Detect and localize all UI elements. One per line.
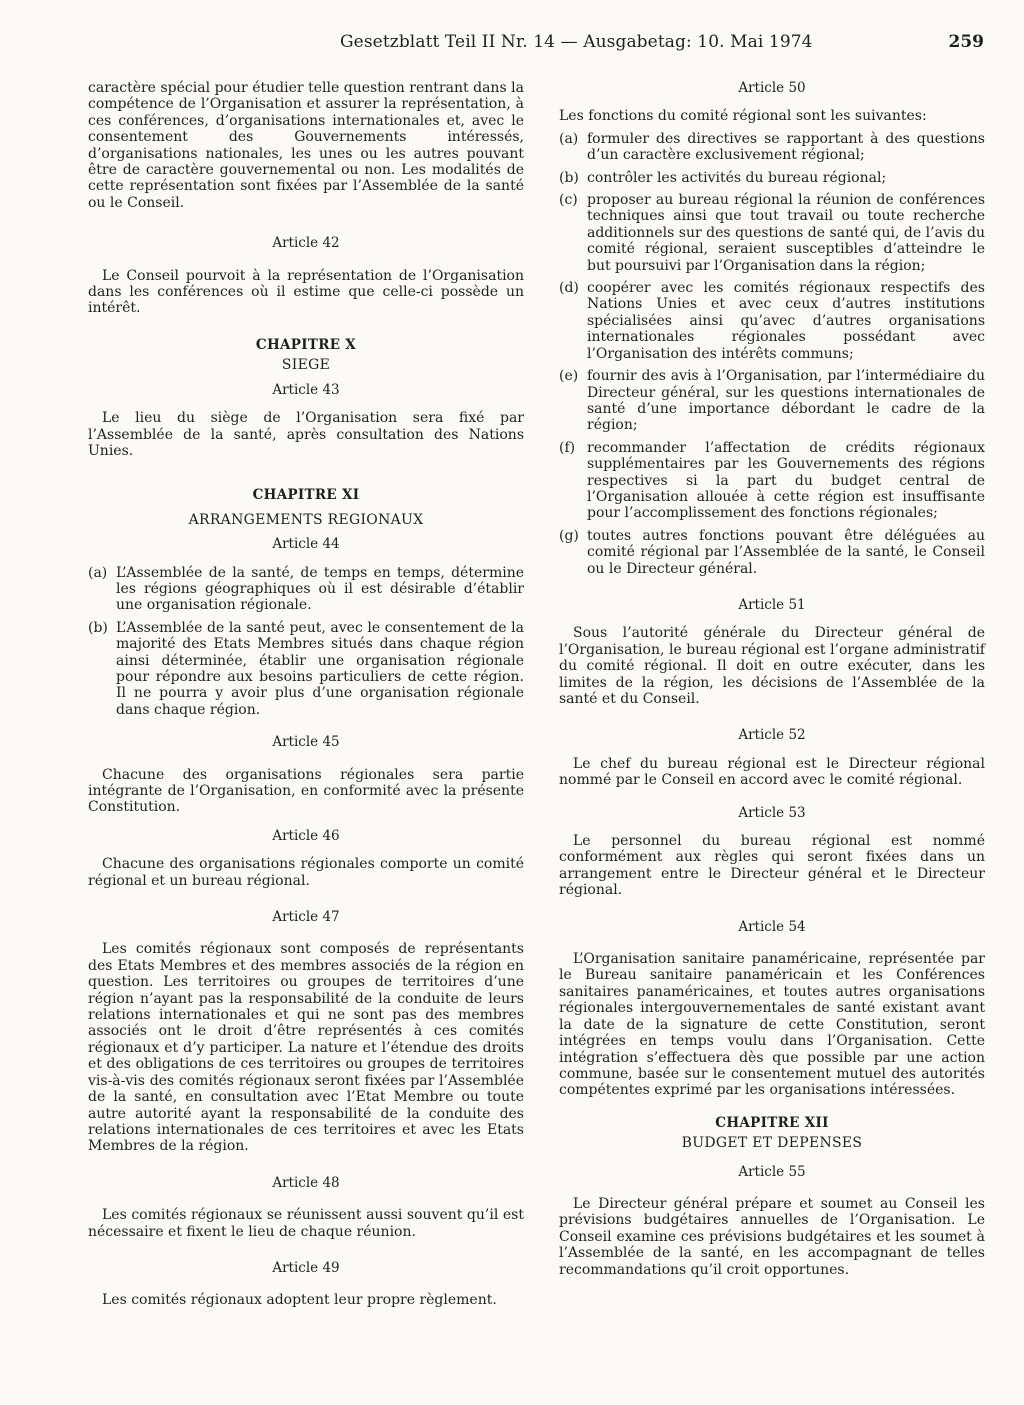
article-45-heading: Article 45 [272, 734, 340, 751]
article-50-heading: Article 50 [738, 80, 806, 96]
item-text: contrôler les activités du bureau régional; [587, 169, 887, 186]
page-number: 259 [948, 32, 984, 52]
article-42-heading: Article 42 [272, 235, 340, 252]
item-label: (b) [559, 169, 579, 186]
article-50-item [559, 368, 985, 434]
article-54-heading: Article 54 [738, 918, 806, 935]
item-text: coopérer avec les comités régionaux respectifs des Nations Unies et avec ceux d’autres institutions spécialisées ainsi qu’avec d’autres organisations internationales régionales possédant avec l’Organisation des intérêts communs; [587, 280, 985, 362]
chapter-12-heading: CHAPITRE XII [715, 1114, 829, 1131]
article-48-heading: Article 48 [272, 1174, 340, 1191]
item-text: L’Assemblée de la santé, de temps en temps, détermine les régions géographiques où il est désirable d’établir une organisation régionale. [116, 564, 524, 614]
item-text: recommander l’affectation de crédits régionaux supplémentaires par les Gouvernements des régions respectives si la part du budget central de l’Organisation allouée à cette région est insuffisante pour l’accomplissement des fonctions régionales; [587, 439, 985, 522]
article-42-text: Le Conseil pourvoit à la représentation de l’Organisation dans les conférences où il estime que celle-ci possède un intérêt. [88, 267, 524, 317]
article-51-heading: Article 51 [738, 596, 806, 613]
article-52-text: Le chef du bureau régional est le Directeur régional nommé par le Conseil en accord avec le comité régional. [559, 755, 985, 789]
article-50-item [559, 440, 985, 522]
article-50-item [559, 131, 985, 164]
chapter-12-title: BUDGET ET DEPENSES [681, 1135, 863, 1152]
chapter-10-title: SIEGE [281, 357, 331, 374]
item-text: proposer au bureau régional la réunion de conférences techniques ainsi que tout travail ou toute recherche additionnels sur des questions de santé qui, de l’avis du comité régional, seraient susceptibles d’atteindre le but poursuivi par l’Organisation dans la région; [587, 192, 985, 274]
article-50-item [559, 528, 985, 577]
article-50-intro: Les fonctions du comité régional sont les suivantes: [559, 108, 927, 125]
item-label: (g) [559, 527, 579, 544]
article-54-text: L’Organisation sanitaire panaméricaine, représentée par le Bureau sanitaire panaméricain et les Conférences sanitaires panaméricaines, et toutes autres organisations régionales intergouvernementales de santé existant avant la date de la signature de cette Constitution, seront intégrées en temps voulu dans l’Organisation. Cette intégration s’effectuera dès que possible par une action commune, basée sur le consentement mutuel des autorités compétentes exprimé par les organisations intéressées. [559, 951, 985, 1099]
item-label: (a) [559, 130, 579, 147]
item-label: (d) [559, 280, 579, 297]
article-50-item [559, 170, 985, 186]
article-48-text: Les comités régionaux se réunissent aussi souvent qu’il est nécessaire et fixent le lieu de chaque réunion. [88, 1207, 524, 1240]
article-46-heading: Article 46 [272, 827, 340, 844]
item-text: toutes autres fonctions pouvant être déléguées au comité régional par l’Assemblée de la santé, le Conseil ou le Directeur général. [587, 527, 985, 577]
item-text: L’Assemblée de la santé peut, avec le consentement de la majorité des Etats Membres situés dans chaque région ainsi déterminée, établir une organisation régionale pour répondre aux besoins particuliers de cette région. Il ne pourra y avoir plus d’une organisation régionale dans chaque région. [116, 619, 524, 718]
intro-paragraph: caractère spécial pour étudier telle question rentrant dans la compétence de l’Organisation et assurer la représentation, à ces conférences, d’organisations internationales et, avec le consentement des Gouvernements intéressés, d’organisations nationales, les unes ou les autres pouvant être de caractère gouvernemental ou non. Les modalités de cette représentation sont fixées par l’Assemblée de la santé ou le Conseil. [88, 80, 524, 211]
header-title: Gesetzblatt Teil II Nr. 14 — Ausgabetag: 10. Mai 1974 [340, 32, 813, 52]
item-label: (e) [559, 368, 579, 385]
article-53-heading: Article 53 [738, 804, 806, 821]
article-49-heading: Article 49 [272, 1259, 340, 1276]
article-44-heading: Article 44 [272, 536, 340, 553]
article-43-heading: Article 43 [272, 381, 340, 398]
article-50-item [559, 192, 985, 274]
article-53-text: Le personnel du bureau régional est nommé conformément aux règles qui seront fixées dans un arrangement entre le Directeur général et le Directeur régional. [559, 833, 985, 899]
item-text: formuler des directives se rapportant à des questions d’un caractère exclusivement régional; [587, 130, 985, 164]
article-44-item [88, 620, 524, 718]
item-label: (f) [559, 439, 576, 456]
article-50-item [559, 280, 985, 362]
article-51-text: Sous l’autorité générale du Directeur général de l’Organisation, le bureau régional est l’organe administratif du comité régional. Il doit en outre exécuter, dans les limites de la région, les décisions de l’Assemblée de la santé et du Conseil. [559, 625, 985, 707]
article-46-text: Chacune des organisations régionales comporte un comité régional et un bureau régional. [88, 856, 524, 889]
article-45-text: Chacune des organisations régionales sera partie intégrante de l’Organisation, en conformité avec la présente Constitution. [88, 766, 524, 816]
chapter-11-heading: CHAPITRE XI [252, 487, 360, 504]
item-label: (b) [88, 619, 108, 636]
article-43-text: Le lieu du siège de l’Organisation sera fixé par l’Assemblée de la santé, après consultation des Nations Unies. [88, 410, 524, 459]
article-47-text: Les comités régionaux sont composés de représentants des Etats Membres et des membres associés de la région en question. Les territoires ou groupes de territoires d’une région n’ayant pas la responsabilité de la conduite de leurs relations internationales et qui ne sont pas des membres associés ont le droit d’être représentés à ces comités régionaux et d’y participer. La nature et l’étendue des droits et des obligations de ces territoires ou groupes de territoires vis-à-vis des comités régionaux seront fixées par l’Assemblée de la santé, en consultation avec l’Etat Membre ou toute autre autorité ayant la responsabilité de la conduite des relations internationales de ces territoires et avec les Etats Membres de la région. [88, 941, 524, 1155]
article-55-text: Le Directeur général prépare et soumet au Conseil les prévisions budgétaires annuelles de l’Organisation. Le Conseil examine ces prévisions budgétaires et les soumet à l’Assemblée de la santé, en les accompagnant de telles recommandations qu’il croit opportunes. [559, 1195, 985, 1278]
chapter-10-heading: CHAPITRE X [255, 336, 357, 353]
left-column [88, 80, 524, 1309]
item-label: (c) [559, 192, 578, 209]
article-55-heading: Article 55 [738, 1163, 806, 1180]
article-49-text: Les comités régionaux adoptent leur propre règlement. [102, 1292, 497, 1309]
right-column [559, 80, 985, 1278]
running-header [20, 24, 984, 60]
item-text: fournir des avis à l’Organisation, par l’intermédiaire du Directeur général, sur les questions internationales de santé d’une importance débordant le cadre de la région; [587, 368, 985, 434]
article-47-heading: Article 47 [272, 909, 340, 926]
article-52-heading: Article 52 [738, 727, 806, 744]
item-label: (a) [88, 564, 108, 581]
chapter-11-title: ARRANGEMENTS REGIONAUX [188, 511, 424, 528]
article-44-item [88, 565, 524, 614]
